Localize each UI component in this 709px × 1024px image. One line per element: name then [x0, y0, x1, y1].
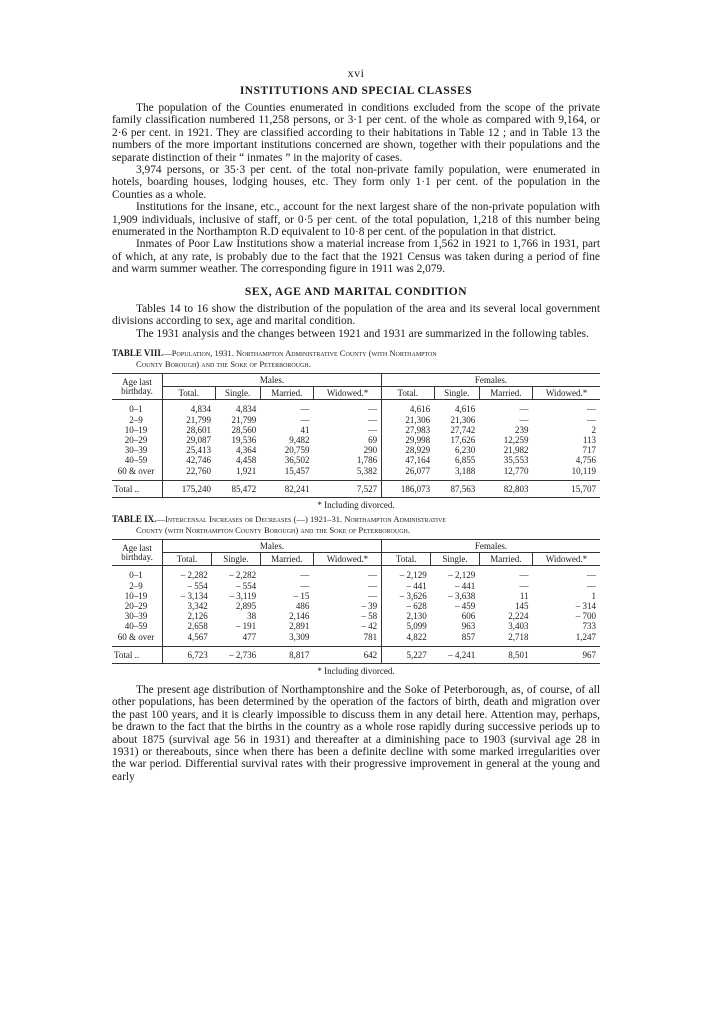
- table-cell: 2,718: [508, 631, 529, 642]
- table-cell: 6,230: [455, 445, 476, 456]
- table-cell: 38: [247, 611, 257, 622]
- table-cell: 4,834: [235, 404, 257, 415]
- table-cell: 28,601: [186, 424, 212, 435]
- table-cell: 36,502: [284, 455, 310, 466]
- table-body: [112, 400, 600, 498]
- column-header: Total.: [163, 553, 212, 566]
- total-cell: 7,527: [313, 480, 381, 497]
- table-cell: 29,998: [382, 435, 435, 445]
- age-group-cell: 2–9: [112, 581, 163, 591]
- paragraph: Tables 14 to 16 show the distribution of the population of the area and its several local government divisions according to sex, age and marital condition.: [112, 302, 600, 328]
- table-row: [112, 632, 600, 647]
- table-cell: – 3,638: [448, 590, 476, 601]
- paragraph: 3,974 persons, or 35·3 per cent. of the total non-private family population, were enumerated in hotels, boarding houses, lodging houses, etc. They form only 1·1 per cent. of the population in the Counties as a whole.: [112, 164, 600, 201]
- total-cell: 82,241: [260, 480, 313, 497]
- table-cell: 21,799: [186, 414, 212, 425]
- table-cell: —: [368, 590, 378, 601]
- table-cell: 15,457: [284, 465, 310, 476]
- column-header: Widowed.*: [545, 388, 588, 399]
- table-number: TABLE VIII.: [112, 347, 164, 358]
- age-group-cell: 40–59: [112, 621, 163, 631]
- table-cell: 47,164: [382, 455, 435, 465]
- table-cell: 2,658: [187, 621, 208, 632]
- total-cell: – 4,241: [431, 646, 479, 663]
- table-cell: 1,247: [575, 631, 596, 642]
- table-cell: 1,786: [356, 455, 378, 466]
- table-cell: 857: [461, 631, 476, 642]
- table-footnote: * Including divorced.: [317, 665, 395, 676]
- table-cell: – 459: [455, 600, 476, 611]
- table-cell: 17,626: [450, 434, 476, 445]
- table-cell: 9,482: [289, 434, 310, 445]
- column-header: Married.: [479, 553, 532, 566]
- table-cell: 3,309: [289, 631, 310, 642]
- table-title: —Population, 1931. Northampton Administrative County (with Northampton: [163, 347, 437, 358]
- table-cell: 11: [519, 590, 529, 601]
- table-cell: 239: [515, 424, 529, 435]
- age-group-cell: 60 & over: [112, 632, 163, 647]
- table-row: [112, 601, 600, 611]
- table-cell: – 58: [361, 611, 378, 622]
- column-header: Single.: [434, 387, 479, 400]
- paragraph: The population of the Counties enumerated in conditions excluded from the scope of the private family classification numbered 11,258 persons, or 3·1 per cent. of the whole as compared with 9,164, or 2·6 per cent. in 1921. They are classified according to their habitations in Table 12 ; and in Table 13 the numbers of the more important institutions concerned are shown, together with their populations and the separate distinction of their “ inmates ” in the majority of cases.: [112, 102, 600, 164]
- table-cell: —: [368, 424, 378, 435]
- table-cell: 22,760: [186, 465, 212, 476]
- table-cell: 21,306: [450, 414, 476, 425]
- table-cell: – 3,119: [229, 590, 257, 601]
- table-cell: 963: [461, 621, 476, 632]
- table-number: TABLE IX.: [112, 513, 157, 524]
- column-header: Married.: [479, 387, 532, 400]
- total-label: Total ..: [112, 646, 163, 663]
- total-cell: 85,472: [215, 480, 260, 497]
- table-cell: 28,929: [382, 445, 435, 455]
- table-cell: —: [368, 580, 378, 591]
- table-cell: —: [368, 414, 378, 425]
- table-footnote: * Including divorced.: [317, 499, 395, 510]
- table-cell: —: [300, 414, 310, 425]
- column-header: Single.: [215, 387, 260, 400]
- table-row: [112, 611, 600, 621]
- table-cell: – 314: [575, 600, 596, 611]
- table-cell: 4,756: [575, 455, 596, 466]
- column-header: Widowed.*: [313, 553, 381, 566]
- table-cell: – 2,282: [180, 570, 208, 581]
- females-group-header: Females.: [382, 373, 600, 386]
- table-cell: 4,616: [382, 400, 435, 415]
- table-cell: 1: [591, 590, 596, 601]
- table-cell: 21,982: [503, 445, 529, 456]
- table-cell: 20,759: [284, 445, 310, 456]
- table-row: [112, 621, 600, 631]
- age-group-cell: 20–29: [112, 435, 163, 445]
- table-cell: – 2,129: [448, 570, 476, 581]
- total-cell: 175,240: [163, 480, 216, 497]
- table-cell: – 3,626: [382, 591, 431, 601]
- table-cell: 4,458: [235, 455, 257, 466]
- age-group-cell: 0–1: [112, 400, 163, 415]
- column-header: Total.: [382, 387, 435, 400]
- total-cell: 8,817: [260, 646, 313, 663]
- age-group-cell: 40–59: [112, 455, 163, 465]
- age-group-cell: 10–19: [112, 591, 163, 601]
- intercensal-change-table: [112, 539, 600, 664]
- total-cell: 186,073: [382, 480, 435, 497]
- table-cell: 42,746: [186, 455, 212, 466]
- table-cell: – 700: [575, 611, 596, 622]
- table-cell: 781: [363, 631, 378, 642]
- females-group-header: Females.: [382, 539, 600, 552]
- total-row: [112, 480, 600, 497]
- table-cell: —: [587, 570, 596, 581]
- table-row: [112, 581, 600, 591]
- age-group-cell: 2–9: [112, 415, 163, 425]
- age-column-header: Age last birthday.: [112, 373, 163, 399]
- paragraph: Institutions for the insane, etc., account for the next largest share of the non-private population with 1,909 individuals, inclusive of staff, or 0·5 per cent. of the total population, 1,218 of this number being enumerated in the Northampton R.D equivalent to 10·8 per cent. of the population in that district.: [112, 201, 600, 239]
- age-group-cell: 30–39: [112, 445, 163, 455]
- table-row: [112, 415, 600, 425]
- table-cell: 2,146: [289, 611, 310, 622]
- table-row: [112, 466, 600, 481]
- paragraph: The present age distribution of Northamptonshire and the Soke of Peterborough, as, of course, of all other populations, has been determined by the operation of the factors of birth, death and migration over the past 100 years, and it is clearly impossible to discuss them in any detail here. Attention may, perhaps, be drawn to the fact that the births in the country as a whole rose rapidly during successive periods up to about 1875 (survival age 56 in 1931) and thereafter at a diminishing pace to 1903 (survival age 28 in 1931) or thereabouts, since when there has been a definite decline with some marked irregularities over the war period. Differential survival rates with their progressive improvement in general at the young and early: [112, 683, 600, 783]
- table-cell: 4,567: [187, 631, 208, 642]
- table-cell: 4,616: [455, 404, 476, 415]
- table-cell: 29,087: [186, 434, 212, 445]
- table-cell: —: [300, 580, 310, 591]
- table-cell: 12,770: [503, 465, 529, 476]
- table-caption: [112, 514, 600, 536]
- section-heading-institutions: INSTITUTIONS AND SPECIAL CLASSES: [239, 85, 473, 97]
- table-cell: 486: [295, 600, 310, 611]
- table-cell: 27,742: [450, 424, 476, 435]
- total-cell: 642: [313, 646, 381, 663]
- table-row: [112, 455, 600, 465]
- table-cell: – 554: [187, 580, 208, 591]
- column-header: Single.: [212, 553, 260, 566]
- table-cell: 2: [591, 424, 596, 435]
- table-cell: —: [519, 404, 529, 415]
- males-group-header: Males.: [163, 539, 382, 552]
- table-cell: —: [368, 404, 378, 415]
- table-row: [112, 400, 600, 415]
- table-cell: 21,306: [382, 415, 435, 425]
- table-row: [112, 435, 600, 445]
- page-number: xvi: [347, 66, 365, 80]
- table-cell: – 2,282: [229, 570, 257, 581]
- table-cell: – 2,129: [382, 566, 431, 581]
- total-cell: 8,501: [479, 646, 532, 663]
- age-group-cell: 30–39: [112, 611, 163, 621]
- table-title: —Intercensal Increases or Decreases (—) 1921–31. Northampton Administrative: [156, 513, 446, 524]
- table-cell: – 15: [293, 590, 310, 601]
- total-cell: 87,563: [434, 480, 479, 497]
- table-row: [112, 591, 600, 601]
- age-group-cell: 0–1: [112, 566, 163, 581]
- paragraph: The 1931 analysis and the changes between 1921 and 1931 are summarized in the following tables.: [136, 327, 589, 340]
- table-cell: 290: [363, 445, 378, 456]
- table-cell: 3,342: [187, 600, 208, 611]
- population-table: [112, 373, 600, 498]
- table-cell: 5,099: [382, 621, 431, 631]
- table-cell: 35,553: [503, 455, 529, 466]
- column-header: Total.: [382, 553, 431, 566]
- table-cell: —: [519, 570, 529, 581]
- table-cell: – 39: [361, 600, 378, 611]
- total-cell: 5,227: [382, 646, 431, 663]
- table-cell: 733: [582, 621, 596, 632]
- table-cell: – 554: [235, 580, 257, 591]
- total-cell: 15,707: [533, 480, 600, 497]
- column-header: Married.: [260, 553, 313, 566]
- table-cell: 4,364: [235, 445, 257, 456]
- table-title-continued: County (with Northampton County Borough) and the Soke of Peterborough.: [136, 524, 411, 535]
- total-cell: 6,723: [163, 646, 212, 663]
- table-cell: 5,382: [356, 465, 378, 476]
- table-cell: 21,799: [231, 414, 257, 425]
- table-cell: —: [519, 414, 529, 425]
- column-header: Single.: [431, 553, 479, 566]
- table-cell: 1,921: [235, 465, 257, 476]
- table-cell: 28,560: [231, 424, 257, 435]
- table-title-continued: County Borough) and the Soke of Peterborough.: [136, 358, 311, 369]
- table-cell: 26,077: [382, 466, 435, 481]
- table-cell: —: [368, 570, 378, 581]
- table-cell: 113: [582, 434, 596, 445]
- column-header: Married.: [260, 387, 313, 400]
- males-group-header: Males.: [163, 373, 382, 386]
- table-cell: —: [300, 570, 310, 581]
- table-cell: 41: [300, 424, 310, 435]
- section-heading-sex-age: SEX, AGE AND MARITAL CONDITION: [244, 285, 468, 298]
- table-cell: —: [300, 404, 310, 415]
- table-cell: 2,224: [508, 611, 529, 622]
- table-cell: 2,895: [235, 600, 257, 611]
- table-row: [112, 425, 600, 435]
- table-cell: 4,822: [382, 632, 431, 647]
- table-cell: 3,188: [455, 465, 476, 476]
- table-cell: – 191: [235, 621, 257, 632]
- table-cell: 6,855: [455, 455, 476, 466]
- table-caption: [112, 348, 600, 370]
- table-cell: 717: [582, 445, 596, 456]
- total-label: Total ..: [112, 480, 163, 497]
- table-cell: – 42: [361, 621, 378, 632]
- table-cell: 4,834: [190, 404, 212, 415]
- table-cell: 25,413: [186, 445, 212, 456]
- table-cell: 2,126: [187, 611, 208, 622]
- total-cell: 82,803: [479, 480, 532, 497]
- table-row: [112, 445, 600, 455]
- table-cell: 606: [461, 611, 476, 622]
- table-cell: —: [587, 404, 596, 415]
- column-header: Total.: [163, 387, 216, 400]
- age-group-cell: 10–19: [112, 425, 163, 435]
- page: [112, 66, 600, 783]
- paragraph: Inmates of Poor Law Institutions show a material increase from 1,562 in 1921 to 1,766 in 1931, part of which, at any rate, is probably due to the fact that the 1921 Census was taken during a period of fine and warm summer weather. The corresponding figure in 1911 was 2,079.: [112, 238, 600, 276]
- age-column-header: Age last birthday.: [112, 539, 163, 565]
- table-row: [112, 566, 600, 581]
- table-cell: 27,983: [382, 425, 435, 435]
- table-cell: – 3,134: [180, 590, 208, 601]
- table-cell: 477: [242, 631, 257, 642]
- table-cell: —: [587, 414, 596, 425]
- table-cell: 69: [368, 434, 378, 445]
- age-group-cell: 60 & over: [112, 466, 163, 481]
- column-header: Widowed.*: [313, 387, 381, 400]
- table-cell: 12,259: [503, 434, 529, 445]
- total-cell: – 2,736: [212, 646, 260, 663]
- table-cell: – 441: [455, 580, 476, 591]
- table-cell: – 628: [382, 601, 431, 611]
- table-cell: —: [587, 580, 596, 591]
- table-cell: 2,891: [289, 621, 310, 632]
- total-cell: 967: [533, 646, 601, 663]
- table-body: [112, 566, 600, 664]
- age-group-cell: 20–29: [112, 601, 163, 611]
- table-cell: 145: [515, 600, 529, 611]
- table-cell: 19,536: [231, 434, 257, 445]
- table-cell: 10,119: [571, 465, 596, 476]
- table-cell: 3,403: [508, 621, 529, 632]
- total-row: [112, 646, 600, 663]
- table-cell: – 441: [382, 581, 431, 591]
- column-header: Widowed.*: [545, 554, 588, 565]
- table-cell: 2,130: [382, 611, 431, 621]
- table-cell: —: [519, 580, 529, 591]
